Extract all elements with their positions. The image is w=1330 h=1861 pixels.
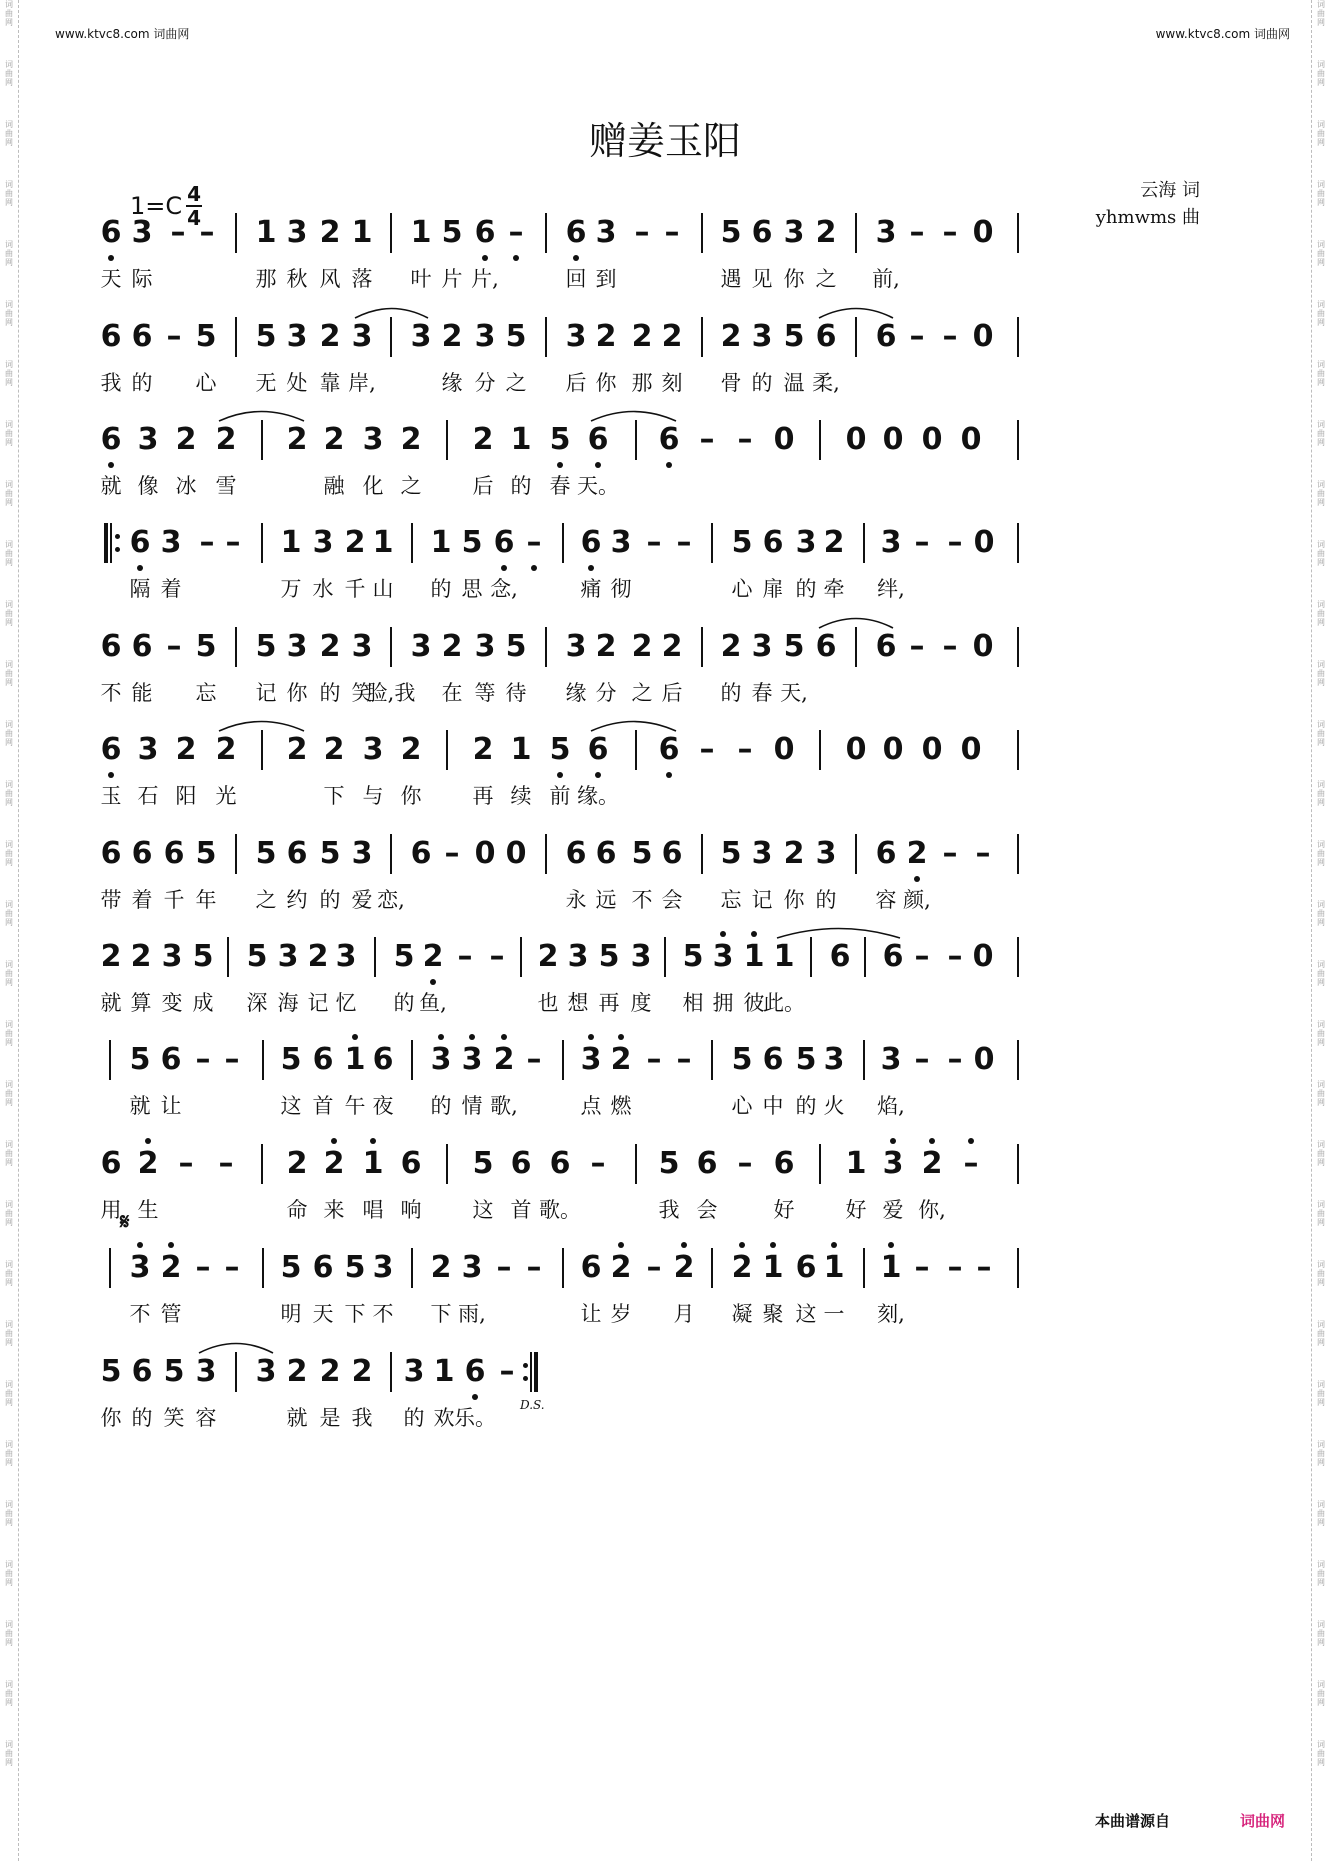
lyric-row: 隔 着 万 水 千 山 的 思 念, 痛 彻 心 扉 的 牵 绊, <box>129 577 905 601</box>
lyric-row: 你 的 笑 容 就 是 我 的 欢 乐。 <box>100 1406 496 1430</box>
score-line <box>0 1354 1330 1472</box>
lyric-row: 我 的 心 无 处 靠 岸, 缘 分 之 后 你 那 刻 骨 的 温 柔, <box>100 371 840 395</box>
side-watermark-text: 词曲网 <box>5 1320 13 1347</box>
side-watermark-text: 词曲网 <box>1317 1440 1325 1467</box>
slur-tie <box>198 1340 274 1352</box>
side-watermark-text: 词曲网 <box>5 1200 13 1227</box>
side-watermark-text: 词曲网 <box>1317 240 1325 267</box>
lyric-row: 天 际 那 秋 风 落 叶 片 片, 回 到 遇 见 你 之 前, <box>100 267 900 291</box>
side-watermark-text: 词曲网 <box>5 1140 13 1167</box>
side-watermark-text: 词曲网 <box>5 60 13 87</box>
side-watermark-text: 词曲网 <box>1317 420 1325 447</box>
slur-tie <box>590 408 677 420</box>
segno-sign: 𝄋 <box>120 1210 130 1235</box>
side-watermark-text: 词曲网 <box>1317 660 1325 687</box>
side-watermark-text: 词曲网 <box>1317 1020 1325 1047</box>
side-watermark-text: 词曲网 <box>5 780 13 807</box>
side-watermark-text: 词曲网 <box>1317 1560 1325 1587</box>
dal-segno-mark: D.S. <box>520 1398 545 1412</box>
side-watermark-text: 词曲网 <box>1317 960 1325 987</box>
source-label: 本曲谱源自 <box>1095 1812 1171 1830</box>
side-watermark-text: 词曲网 <box>1317 780 1325 807</box>
note-row: 5 6 – – 5 6 1 6 3 3 2 – 3 2 – – 5 6 5 3 3 – – 0 <box>0 1060 1330 1061</box>
side-watermark-text: 词曲网 <box>5 720 13 747</box>
side-watermark-text: 词曲网 <box>5 840 13 867</box>
lyric-row: 就 让 这 首 午 夜 的 情 歌, 点 燃 心 中 的 火 焰, <box>129 1094 905 1118</box>
note-row: 6 3 2 2 2 2 3 2 2 1 5 6 6 – – 0 0 0 0 0 <box>0 440 1330 441</box>
side-watermark-text: 词曲网 <box>1317 540 1325 567</box>
score-line <box>0 525 1330 643</box>
lyric-row: 带 着 千 年 之 约 的 爱 恋, 永 远 不 会 忘 记 你 的 容 颜, <box>100 888 931 912</box>
side-watermark-text: 词曲网 <box>5 1260 13 1287</box>
side-watermark-text: 词曲网 <box>1317 1740 1325 1767</box>
lyric-row: 就 算 变 成 深 海 记 忆 的 鱼, 也 想 再 度 相 拥 彼 此。 <box>100 991 805 1015</box>
song-title: 赠姜玉阳 <box>588 119 741 163</box>
side-watermark-text: 词曲网 <box>5 1020 13 1047</box>
side-watermark-text: 词曲网 <box>5 1680 13 1707</box>
side-watermark-text: 词曲网 <box>5 1440 13 1467</box>
lyric-row: 不 能 忘 记 你 的 笑 脸,我 在 等 待 缘 分 之 后 的 春 天, <box>100 681 808 705</box>
slur-tie <box>818 305 894 317</box>
side-watermark-text: 词曲网 <box>1317 0 1325 27</box>
side-watermark-text: 词曲网 <box>5 1620 13 1647</box>
side-watermark-text: 词曲网 <box>5 540 13 567</box>
time-sig-top: 4 <box>187 182 202 206</box>
note-row: 6 6 – 5 5 3 2 3 3 2 3 5 3 2 2 2 2 3 5 6 6 – – 0 <box>0 647 1330 648</box>
time-sig-bottom: 4 <box>187 206 202 230</box>
lyric-row: 就 像 冰 雪 融 化 之 后 的 春 天。 <box>100 474 619 498</box>
score-line <box>0 1042 1330 1160</box>
side-watermark-text: 词曲网 <box>1317 120 1325 147</box>
side-watermark-text: 词曲网 <box>5 180 13 207</box>
side-watermark-text: 词曲网 <box>5 240 13 267</box>
side-watermark-text: 词曲网 <box>1317 1140 1325 1167</box>
side-watermark-text: 词曲网 <box>1317 1500 1325 1527</box>
note-row: 6 6 – 5 5 3 2 3 3 2 3 5 3 2 2 2 2 3 5 6 6 – – 0 <box>0 337 1330 338</box>
slur-tie <box>776 925 901 937</box>
side-watermark-text: 词曲网 <box>5 900 13 927</box>
side-watermark-text: 词曲网 <box>5 420 13 447</box>
side-watermark-text: 词曲网 <box>5 120 13 147</box>
note-row: 3 2 – – 5 6 5 3 2 3 – – 6 2 – 2 2 1 6 1 1 – – – <box>0 1268 1330 1269</box>
side-watermark-text: 词曲网 <box>1317 1380 1325 1407</box>
side-watermark-text: 词曲网 <box>1317 180 1325 207</box>
note-row: 2 2 3 5 5 3 2 3 5 2 – – 2 3 5 3 5 3 1 1 6 6 – – 0 <box>0 957 1330 958</box>
note-row: 5 6 5 3 3 2 2 2 3 1 6 – D.S. <box>0 1372 1330 1373</box>
side-watermark-text: 词曲网 <box>1317 600 1325 627</box>
site-url-right: www.ktvc8.com 词曲网 <box>1155 27 1290 41</box>
slur-tie <box>354 305 429 317</box>
side-watermark-text: 词曲网 <box>5 360 13 387</box>
side-watermark-text: 词曲网 <box>5 660 13 687</box>
side-watermark-text: 词曲网 <box>1317 300 1325 327</box>
slur-tie <box>218 718 305 730</box>
key-label: 1=C <box>130 192 183 220</box>
side-watermark-text: 词曲网 <box>1317 60 1325 87</box>
side-watermark-text: 词曲网 <box>1317 360 1325 387</box>
side-watermark-text: 词曲网 <box>1317 1680 1325 1707</box>
side-watermark-text: 词曲网 <box>5 0 13 27</box>
slur-tie <box>590 718 677 730</box>
composer-credit: yhmwms 曲 <box>1095 207 1200 228</box>
side-watermark-text: 词曲网 <box>5 480 13 507</box>
lyric-row: 用 生 命 来 唱 响 这 首 歌。 我 会 好 好 爱 你, <box>100 1198 946 1222</box>
side-watermark-text: 词曲网 <box>5 1080 13 1107</box>
side-watermark-text: 词曲网 <box>1317 1320 1325 1347</box>
side-watermark-text: 词曲网 <box>1317 1260 1325 1287</box>
side-watermark-text: 词曲网 <box>1317 480 1325 507</box>
side-watermark-text: 词曲网 <box>5 1500 13 1527</box>
side-watermark-text: 词曲网 <box>5 1380 13 1407</box>
side-watermark-text: 词曲网 <box>5 600 13 627</box>
side-watermark-text: 词曲网 <box>1317 720 1325 747</box>
note-row: 6 6 6 5 5 6 5 3 6 – 0 0 6 6 5 6 5 3 2 3 6 2 – – <box>0 854 1330 855</box>
side-watermark-text: 词曲网 <box>1317 1080 1325 1107</box>
side-watermark-text: 词曲网 <box>1317 1200 1325 1227</box>
side-watermark-text: 词曲网 <box>1317 1620 1325 1647</box>
side-watermark-text: 词曲网 <box>1317 900 1325 927</box>
slur-tie <box>818 615 894 627</box>
side-watermark-text: 词曲网 <box>1317 840 1325 867</box>
note-row: 6 3 – – 1 3 2 1 1 5 6 – 6 3 – – 5 6 3 2 3 – – 0 <box>0 233 1330 234</box>
site-logo: 词曲网 <box>1240 1812 1286 1830</box>
note-row: 6 3 – – 1 3 2 1 1 5 6 – 6 3 – – 5 6 3 2 3 – – 0 <box>0 543 1330 544</box>
side-watermark-text: 词曲网 <box>5 960 13 987</box>
site-url-left: www.ktvc8.com 词曲网 <box>55 27 190 41</box>
side-watermark-text: 词曲网 <box>5 1740 13 1767</box>
slur-tie <box>218 408 305 420</box>
side-watermark-text: 词曲网 <box>5 300 13 327</box>
lyricist-credit: 云海 词 <box>1140 180 1200 201</box>
lyric-row: 不 管 明 天 下 不 下 雨, 让 岁 月 凝 聚 这 一 刻, <box>129 1302 905 1326</box>
note-row: 6 3 2 2 2 2 3 2 2 1 5 6 6 – – 0 0 0 0 0 <box>0 750 1330 751</box>
side-watermark-text: 词曲网 <box>5 1560 13 1587</box>
note-row: 6 2 – – 2 2 1 6 5 6 6 – 5 6 – 6 1 3 2 – <box>0 1164 1330 1165</box>
lyric-row: 玉 石 阳 光 下 与 你 再 续 前 缘。 <box>100 784 619 808</box>
